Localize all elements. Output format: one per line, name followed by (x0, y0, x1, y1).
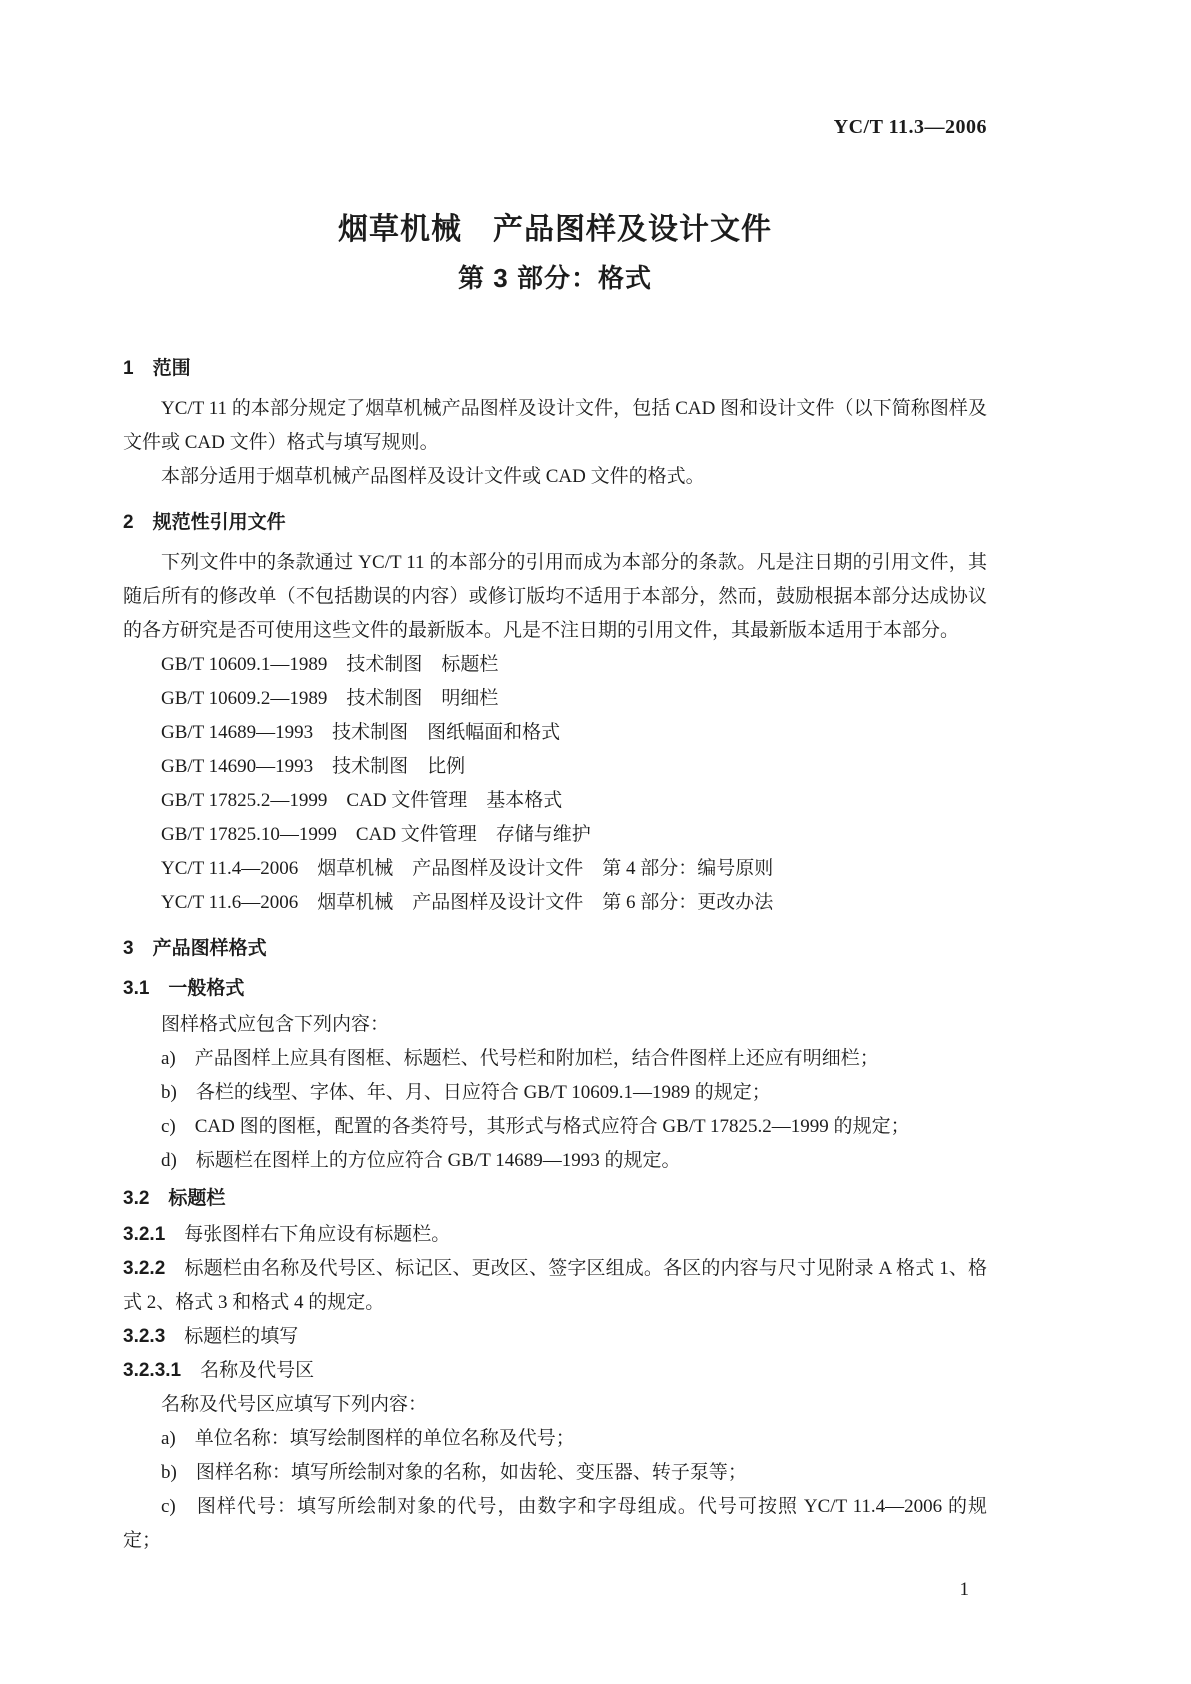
list-item: b) 图样名称：填写所绘制对象的名称，如齿轮、变压器、转子泵等； (161, 1462, 747, 1483)
list-item: d) 标题栏在图样上的方位应符合 GB/T 14689—1993 的规定。 (161, 1150, 681, 1171)
reference-item: YC/T 11.4—2006 烟草机械 产品图样及设计文件 第 4 部分：编号原则 (161, 858, 774, 879)
paragraph: YC/T 11 的本部分规定了烟草机械产品图样及设计文件，包括 CAD 图和设计文件（以下简称图样及文件或 CAD 文件）格式与填写规则。 (123, 398, 987, 453)
paragraph: 下列文件中的条款通过 YC/T 11 的本部分的引用而成为本部分的条款。凡是注日期的引用文件，其随后所有的修改单（不包括勘误的内容）或修订版均不适用于本部分，然而，鼓励根据本部分达成协议的各方研究是否可使用这些文件的最新版本。凡是不注日期的引用文件，其最新版本适用于本部分。 (123, 552, 987, 641)
clause-text: 3.2.1 每张图样右下角应设有标题栏。 (123, 1224, 451, 1245)
section-heading: 3 产品图样格式 (123, 938, 267, 959)
clause-number: 3.2.3.1 (123, 1360, 182, 1381)
document-subtitle: 第 3 部分：格式 (458, 263, 652, 293)
page-number: 1 (959, 1579, 969, 1600)
reference-item: GB/T 17825.2—1999 CAD 文件管理 基本格式 (161, 790, 563, 811)
paragraph: 本部分适用于烟草机械产品图样及设计文件或 CAD 文件的格式。 (161, 466, 705, 487)
clause-text: 3.2.3 标题栏的填写 (123, 1326, 299, 1347)
list-item: a) 单位名称：填写绘制图样的单位名称及代号； (161, 1428, 575, 1449)
list-item: c) 图样代号：填写所绘制对象的代号，由数字和字母组成。代号可按照 YC/T 11.4—2006 的规定； (123, 1496, 987, 1551)
document-body (123, 352, 987, 1558)
paragraph: 名称及代号区应填写下列内容： (161, 1394, 428, 1415)
clause-text: 3.2.3.1 名称及代号区 (123, 1360, 315, 1381)
reference-item: GB/T 14690—1993 技术制图 比例 (161, 756, 466, 777)
section-heading: 1 范围 (123, 358, 191, 379)
list-item: a) 产品图样上应具有图框、标题栏、代号栏和附加栏，结合件图样上还应有明细栏； (161, 1048, 879, 1069)
list-item: b) 各栏的线型、字体、年、月、日应符合 GB/T 10609.1—1989 的规定； (161, 1082, 771, 1103)
subsection-heading: 3.2 标题栏 (123, 1188, 226, 1209)
list-item: c) CAD 图的图框，配置的各类符号，其形式与格式应符合 GB/T 17825.2—1999 的规定； (161, 1116, 910, 1137)
reference-item: GB/T 17825.10—1999 CAD 文件管理 存储与维护 (161, 824, 591, 845)
clause-number: 3.2.2 (123, 1258, 166, 1279)
clause-text: 3.2.2 标题栏由名称及代号区、标记区、更改区、签字区组成。各区的内容与尺寸见附录 A 格式 1、格式 2、格式 3 和格式 4 的规定。 (123, 1258, 987, 1313)
document-title: 烟草机械 产品图样及设计文件 (338, 213, 772, 246)
clause-number: 3.2.3 (123, 1326, 166, 1347)
section-heading: 2 规范性引用文件 (123, 512, 286, 533)
subsection-heading: 3.1 一般格式 (123, 978, 245, 999)
reference-item: GB/T 10609.2—1989 技术制图 明细栏 (161, 688, 499, 709)
clause-number: 3.2.1 (123, 1224, 166, 1245)
reference-item: GB/T 10609.1—1989 技术制图 标题栏 (161, 654, 499, 675)
reference-item: GB/T 14689—1993 技术制图 图纸幅面和格式 (161, 722, 561, 743)
doc-number: YC/T 11.3—2006 (833, 116, 987, 138)
paragraph: 图样格式应包含下列内容： (161, 1014, 390, 1035)
reference-item: YC/T 11.6—2006 烟草机械 产品图样及设计文件 第 6 部分：更改办法 (161, 892, 774, 913)
